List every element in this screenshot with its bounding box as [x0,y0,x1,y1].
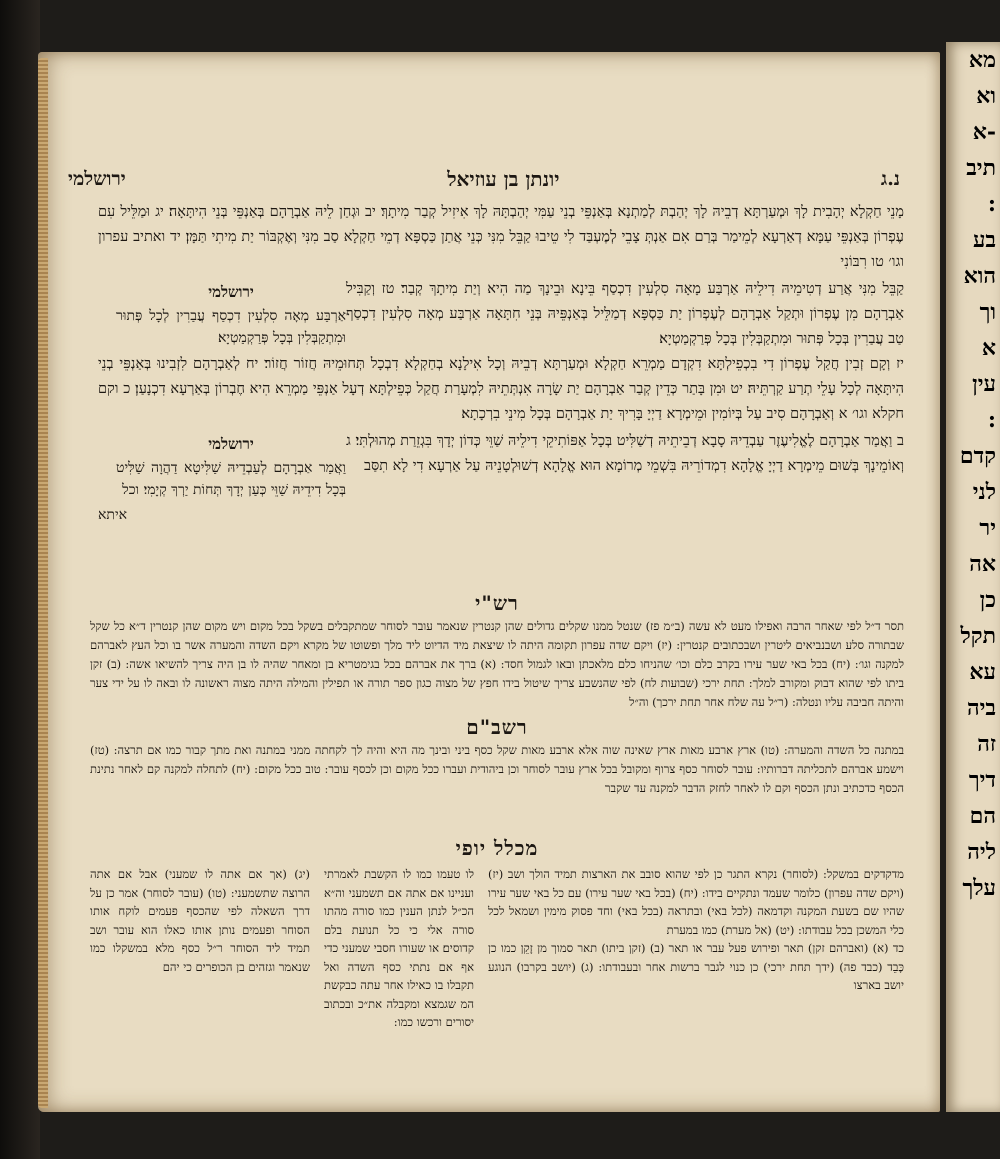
rashbam-commentary [90,712,904,798]
rashi-commentary [90,588,904,712]
next-page-fragment [946,42,1000,1112]
commentary-columns [90,865,904,1032]
next-page-line: עא [969,659,996,685]
page-number: נ.ג [880,167,900,190]
next-page-line: כן [979,587,996,613]
yerushalmi-text: אַרְבַּע מְאָה סִלְעִין דִכְסַף עֲבַרִין לְכָל פְּתוּר וּמִתְקַבְּלִין בְּכָל פְּרַקְמַטְיָא׃ [116,308,346,346]
next-page-line: לני [972,479,996,505]
catchword: איתא [98,507,128,523]
book-page [38,52,940,1112]
targum-paragraph: ב וַאֲמַר אַבְרָהָם לֶאֱלִיעֶזֶר עַבְדֵיהּ סָבָא דְבֵיתֵיהּ דְשַׁלִּיט בְּכָל אַפּוֹתִיקֵי דִילֵיהּ שַׁוֵּי כְּדוֹן יְדָךְ בִּגְזֵרַת מְהוּלְתִּי׃ ג וְאוֹמֵינָךְ בְּשׁוּם מֵימְרָא דַיְיָ אֱלָהָא דִמְדוֹרֵיהּ בִּשְׁמֵי מְרוֹמָא הוּא אֱלָהָא דְשׁוּלְטָנֵיהּ עַל אַרְעָא דִי לָא תִסַּב [346,433,904,474]
next-page-line: ליה [967,839,996,865]
running-title: יונתן בן עוזיאל [447,166,560,191]
next-page-line: א [981,335,996,361]
next-page-line: אה [969,551,996,577]
next-page-line: יר [979,515,996,541]
next-page-line: תיב [966,155,996,181]
yerushalmi-title: ירושלמי [208,435,254,453]
page-edges [38,58,48,1108]
next-page-line: ביה [966,695,996,721]
targum-section [98,429,904,501]
commentary-column-text: כד (א) (ואברהם זקן) תאר ופירוש פעל עבר או תאר (ב) (זקן ביתו) תאר סמוך מן זָקֵן כמו כן כָּבֵד (כבד פה) (ידך תחת ירכי) כן כנוי לגבר ברשות אחר ובעבודתו: (ג) (יושב בקרבו) הנוגע יושב בארצו [488,941,904,992]
rashi-text: תסר ד״ל לפי שאחר הרבה ואפילו מעט לא עשה (ב״מ פז) שנטל ממנו שקלים גדולים שהן קנטרין שנאמר עובר לסוחר שמתקבלים בשקל בכל מקום ויש מקום שהן קנטרין ד״א כל שקל שבתורה סלע ושבנביאים ליטרין ושבכתובים קנטרין: (יז) ויקם שדה עפרון תקומה היתה לו שיצאת מיד הדיוט ליד מלך ופשוטו של מקרא ויקם השדה והמערה אשר בו וכל העץ לאברהם למקנה וגו׳: (יח) בכל באי שער עירו בקרב כלם וכו׳ שהניחו כלם מלאכתן ובאו לגמול חסד: (א) ברך את אברהם בכל בגימטריא בן ומאחר שהיה לו בן היה צריך להשיאו אשה: (ב) זקן ביתו לפי שהוא דבוק ומקורב למלך: תחת ירכי (שבועות לח) לפי שהנשבע צריך שיטול בידו חפץ של מצוה כגון ספר תורה או תפילין והמילה היתה מצוה ראשונה לו ובאה לו על ידי צער והיתה חביבה עליו ונטלה: (ר״ל עה שלח אחר תחת ירכך) וה״ל [90,619,904,709]
michlal-yofi-commentary [90,830,904,1032]
targum-section [98,277,904,352]
rashbam-title: רשב"ם [466,715,528,739]
next-page-line: הם [969,803,996,829]
next-page-line: קדם [959,443,996,469]
commentary-column [488,865,904,1032]
yerushalmi-text: וַאֲמַר אַבְרָהָם לְעַבְדֵיהּ שַׁלִּיטָא דַהֲוָה שַׁלִּיט בְּכָל דִידֵיהּ שַׁוֵּי כְּעַן יְדָךְ תְּחוֹת יַרְךְ קְיָמִי׃ וכל [116,460,346,498]
rashi-title: רש"י [475,591,519,615]
next-page-line: מא [968,47,996,73]
yerushalmi-box [116,277,346,349]
next-page-line: הוא [963,263,996,289]
commentary-column: (יג) (אך אם אתה לו שמעני) אבל אם אתה הרוצה שתשמעני: (טו) (עובר לסוחר) אמר כן על דרך השאלה לפי שהכסף פעמים לוקח אותו הסוחר ופעמים נותן אותו כאלו הוא עובר ושב תמיד ליד הסוחר ר״ל כסף מלא במשקלו כמו שנאמר וגזהים בן הכופרים כי יהם [90,867,310,974]
next-page-line: זה [977,731,996,757]
next-page-text [946,42,1000,906]
page-header [68,162,900,196]
next-page-line: : [987,191,996,217]
next-page-line: : [987,407,996,433]
next-page-line: עין [972,371,996,397]
next-page-line: וא [976,83,996,109]
next-page-line: דיך [968,767,996,793]
targum-paragraph: יז וְקָם זְבִין חֲקַל עֶפְרוֹן דִי בִכְפֵילְתָּא דִקְדָם מַמְרֵא חַקְלָא וּמְעַרְתָּא דְבֵיהּ וְכָל אִילָנָא בְחַקְלָא דִבְכָל תְּחוּמֵיהּ חֲזוֹר חֲזוֹר׃ יח לְאַבְרָהָם לִזְבִינוּ בְּאַנְפֵּי בְנֵי הִיתָּאָה לְכָל עָלֵי תְרַע קַרְתֵּיהּ׃ יט וּמִן בָּתַר כְּדֵין קְבַר אַבְרָהָם יַת שָׂרָה אִנְתְּתֵיהּ לִמְעָרַת חֲקַל כְּפֵילְתָּא דְעָל אַנְפֵּי מַמְרֵא הִיא חֶבְרוֹן בְּאַרְעָא דִכְנָעַן׃ כ וקם חקלא וגו׳ א וְאַבְרָהָם סִיב עַל בְּיוֹמִין וּמֵימְרָא דַיְיָ בָּרִיךְ יַת אַבְרָהָם בְּכָל מִינֵי בִרְכָתָא׃ [98,356,904,422]
targum-main-text [98,200,904,528]
next-page-line: בע [972,227,996,253]
yerushalmi-title: ירושלמי [208,283,254,301]
targum-paragraph: קַבֵּל מִנִּי אֲרַע דְטִימֵיהּ דִילֵיהּ אַרְבַּע מָאָה סִלְעִין דִכְסַף בֵּינָא וּבֵינָךְ מַה הִיא וְיַת מִיתָךְ קְבַר׃ טז וְקַבִּיל אַבְרָהָם מִן עֶפְרוֹן וּתְקַל אַבְרָהָם לְעֶפְרוֹן יַת כַּסְפָּא דְמַלֵּיל בְּאַנְפֵּיהּ בְּנֵי חִתָּאָה אַרְבַּע מְאָה סִלְעִין דִכְסַף טַב עֲבַרִין בְּכָל פְּתוּר וּמִתְקַבְּלִין בְּכָל פְּרַקְמַטְיָא׃ [346,281,904,347]
commentary-column-text: מדקדקים במשקל: (לסוחר) נקרא התגר כן לפי שהוא סובב את הארצות תמיד הולך ושב (יז) (ויקם שדה עפרון) כלומר שעמד ונתקיים בידו: (יח) (בכל באי שער עירו) עם כל באי שער עירו שהיו שם בשעת המקנה וקדמאה (לכל באי) ובתראה (בכל באי) וחד פסוק מימין ושמאל לכל כלי המשכן בכל עבודתו: (יט) (אל מערת) כמו במערת [488,867,904,937]
commentary-column: לו טעמו כמו לו הקשבת לאמרתי ועניינו אם אתה אם תשמעני וה״א הכ״ל לנתן הענין כמו סורה מהתו סורה אלי כי כל תנועת בלם קדוסים׃ או שעורו חסבי שמעני כדי אף אם נתתי כסף השדה ואל תקבלו בו כאילו אחר עתה כבקשת המ שגמצא ומקבלה את״כ ובכתוב יסורים ורכשו כמו: [324,867,474,1029]
yerushalmi-box [116,429,346,501]
rashbam-text: במתנה כל השדה והמערה: (טו) ארץ ארבע מאות ארץ שאינה שוה אלא ארבע מאות שקל כסף ביני ובינך מה היא והיה לך לקחתה ממני במתנה ואת מתך קבור כמו אם תרצה: (טז) וישמע אברהם לתכליתה דברותיו: עובר לסוחר כסף צרוף ומקובל בכל ארץ עובר לסוחר וכן ביהודית ועברו ככל מקום וכן לכסף עובר: טוב ככל מקום: (יח) לתחלה למקנה קם לאחר נתינת הכסף כדכתיב ונתן הכסף וקם לו לאחר לחזק הדבר למקנה עד שקבר [90,743,904,795]
running-title-secondary: ירושלמי [68,167,126,190]
targum-paragraph: מָנֵי חַקְלָא יְהָבִית לָךְ וּמְעַרְתָּא דְבֵיהּ לָךְ יְהַבְתּ לְמַתְנָא בְּאַנְפֵּי בְנֵי עַמִּי יְהַבְתָּהּ לָךְ אִיזִיל קְבַר מִיתָךְ׃ יב וּגְחַן לֵיהּ אַבְרָהָם בְּאַנְפֵּי בְּנֵי הִיתָּאָה׃ יג וּמַלֵּיל עִם עֶפְרוֹן בְּאַנְפֵּי עַמָּא דְאַרְעָא לְמֵימַר בְּרַם אִם אַנְתְּ צָבֵי לְמֶעְבַּד לִי טֵיבוּ קַבֵּל מִנִּי כְּנֵי אֲתַן כַּסְפָּא דְמֵי חַקְלָא סַב מִנִּי וְאֶקְבּוֹר יַת מִיתִי תַּמָּן׃ יד ואתיב עפרון וגו׳ טו רִבּוֹנִי [98,204,904,270]
next-page-line: תקל [960,623,996,649]
book-gutter [0,0,40,1159]
next-page-line: וך [979,299,996,325]
michlal-yofi-title: מכלל יופי [455,836,539,860]
next-page-line: עלך [962,875,996,901]
next-page-line: -א [972,119,996,145]
